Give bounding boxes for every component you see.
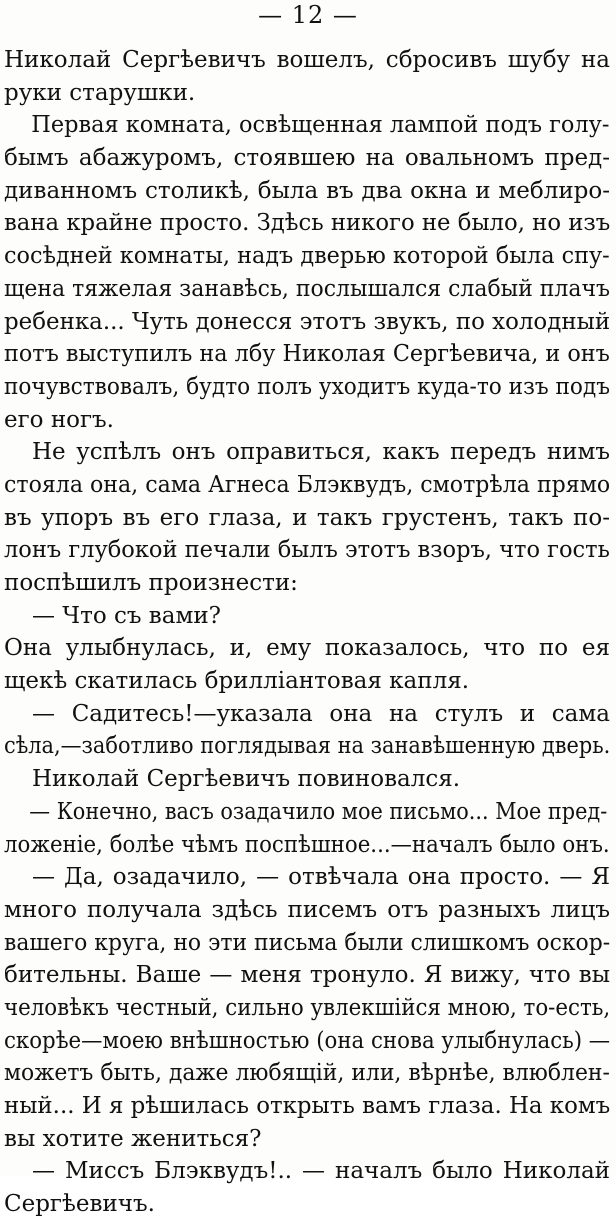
text-line: Она улыбнулась, и, ему показалось, что по ея [4, 635, 610, 662]
text-line: потъ выступилъ на лбу Николая Сергѣевича, и онъ [4, 341, 610, 368]
text-line: ребенка... Чуть донесся этотъ звукъ, по холодный [4, 308, 611, 335]
text-line: щена тяжелая занавѣсь, послышался слабый плачъ [4, 275, 610, 302]
text-line: почувствовалъ, будто полъ уходитъ куда-то изъ подъ [4, 373, 611, 400]
text-line: бымъ абажуромъ, стоявшею на овальномъ пред- [4, 145, 610, 172]
text-line: много получала здѣсь писемъ отъ разныхъ лицъ [4, 896, 610, 923]
text-line: скорѣе—моею внѣшностью (она снова улыбнулась) — [4, 1027, 611, 1054]
text-line: Николай Сергѣевичъ вошелъ, сбросивъ шубу на [4, 47, 610, 73]
text-line: — Миссъ Блэквудъ!.. — началъ было Николай [32, 1158, 610, 1185]
text-line: вана крайне просто. Здѣсь никого не было, но изъ [4, 210, 611, 237]
text-line: руки старушки. [4, 79, 196, 106]
text-line: — Садитесь!—указала она на стулъ и сама [32, 700, 610, 727]
text-line: бительны. Ваше — меня тронуло. Я вижу, что вы [4, 962, 610, 989]
text-line: Николай Сергѣевичъ повиновался. [32, 766, 461, 793]
text-line: его ногъ. [4, 406, 114, 433]
text-line: щекѣ скатилась бриллiантовая капля. [4, 668, 470, 695]
text-line: Первая комната, освѣщенная лампой подъ голу- [31, 112, 610, 139]
text-line: сѣла,—заботливо поглядывая на занавѣшенную дверь. [4, 733, 611, 760]
text-line: Сергѣевичъ. [4, 1191, 155, 1218]
text-line: стояла она, сама Агнеса Блэквудъ, смотрѣла прямо [4, 471, 611, 498]
text-line: можетъ быть, даже любящiй, или, вѣрнѣе, влюблен- [4, 1060, 610, 1087]
page-number: — 12 — [258, 1, 358, 29]
text-line: въ упоръ въ его глаза, и такъ грустенъ, такъ по- [4, 504, 610, 531]
text-line: — Конечно, васъ озадачило мое письмо... Мое пред- [29, 798, 608, 825]
text-line: вы хотите жениться? [4, 1125, 262, 1152]
text-line: поспѣшилъ произнести: [4, 570, 298, 596]
text-line: Не успѣлъ онъ оправиться, какъ передъ нимъ [32, 439, 610, 466]
text-line: сосѣдней комнаты, надъ дверью которой была спу- [4, 243, 610, 270]
text-line: лонъ глубокой печали былъ этотъ взоръ, что гость [4, 537, 610, 564]
text-line: человѣкъ честный, сильно увлекшiйся мною, то-есть, [4, 994, 611, 1021]
text-line: ложенiе, болѣе чѣмъ поспѣшное...—началъ было онъ. [4, 831, 610, 858]
text-line: — Да, озадачило, — отвѣчала она просто. — Я [32, 864, 610, 891]
text-line: — Что съ вами? [32, 602, 222, 629]
text-line: ный... И я рѣшилась открыть вамъ глаза. На комъ [4, 1093, 611, 1119]
text-line: диванномъ столикѣ, была въ два окна и меблиро- [4, 177, 610, 204]
text-line: вашего круга, но эти письма были слишкомъ оскор- [4, 929, 611, 956]
body-text [4, 44, 610, 1221]
